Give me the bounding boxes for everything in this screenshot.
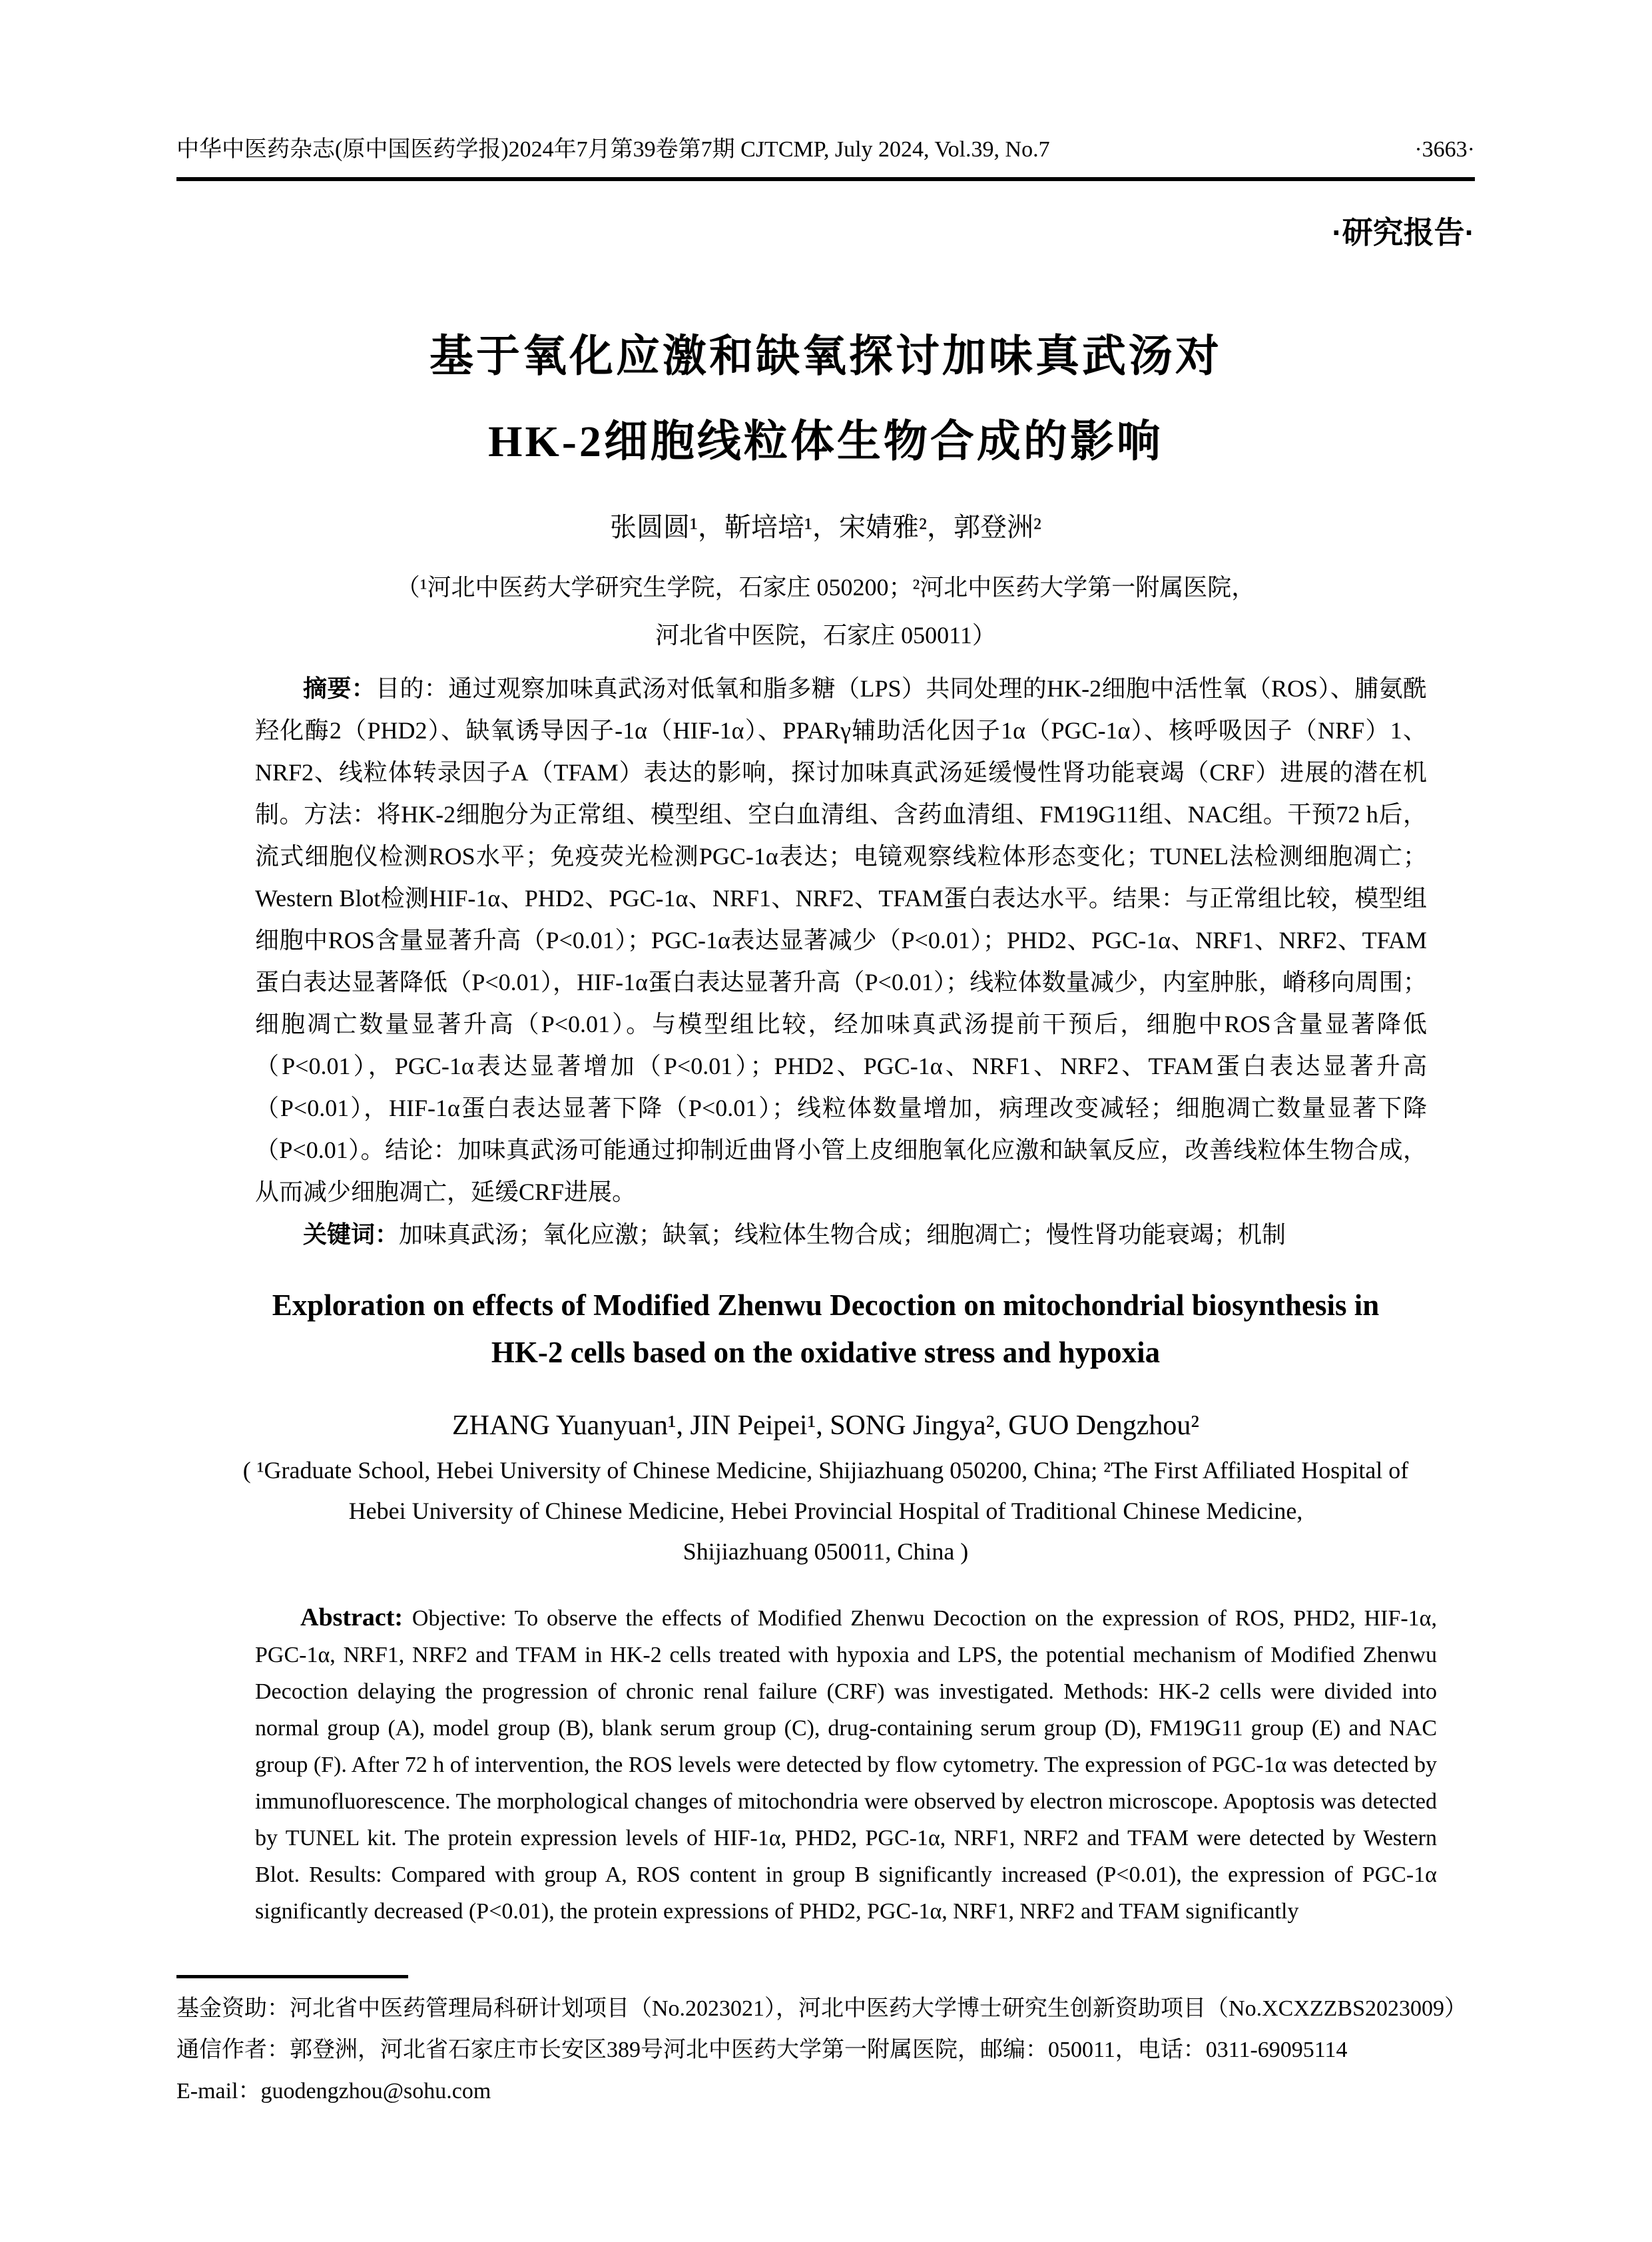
affiliation-cn (176, 563, 1475, 659)
article-title-cn-line2: HK-2细胞线粒体生物合成的影响 (488, 418, 1163, 466)
article-title-cn-line1: 基于氧化应激和缺氧探讨加味真武汤对 (429, 332, 1222, 381)
abstract-en (255, 1599, 1437, 1930)
journal-info: 中华中医药杂志(原中国医药学报)2024年7月第39卷第7期 CJTCMP, July 2024, Vol.39, No.7 (176, 137, 1050, 162)
affiliation-en-line1: ( ¹Graduate School, Hebei University of Chinese Medicine, Shijiazhuang 050200, China; ²The First Affiliated Hospital of (242, 1457, 1409, 1484)
abstract-cn-label: 摘要： (303, 675, 376, 702)
page-header (176, 136, 1475, 164)
abstract-en-block (255, 1599, 1437, 1930)
abstract-cn-block (255, 667, 1427, 1256)
page-number: ·3663· (1414, 137, 1475, 162)
keywords-cn-text: 加味真武汤；氧化应激；缺氧；线粒体生物合成；细胞凋亡；慢性肾功能衰竭；机制 (399, 1221, 1286, 1248)
abstract-cn (255, 667, 1427, 1213)
abstract-cn-text: 目的：通过观察加味真武汤对低氧和脂多糖（LPS）共同处理的HK-2细胞中活性氧（ROS）、脯氨酰羟化酶2（PHD2）、缺氧诱导因子-1α（HIF-1α）、PPARγ辅助活化因子1α（PGC-1α）、核呼吸因子（NRF）1、NRF2、线粒体转录因子A（TFAM）表达的影响，探讨加味真武汤延缓慢性肾功能衰竭（CRF）进展的潜在机制。方法：将HK-2细胞分为正常组、模型组、空白血清组、含药血清组、FM19G11组、NAC组。干预72 h后，流式细胞仪检测ROS水平；免疫荧光检测PGC-1α表达；电镜观察线粒体形态变化；TUNEL法检测细胞凋亡；Western Blot检测HIF-1α、PHD2、PGC-1α、NRF1、NRF2、TFAM蛋白表达水平。结果：与正常组比较，模型组细胞中ROS含量显著升高（P<0.01）；PGC-1α表达显著减少（P<0.01）；PHD2、PGC-1α、NRF1、NRF2、TFAM蛋白表达显著降低（P<0.01），HIF-1α蛋白表达显著升高（P<0.01）；线粒体数量减少，内室肿胀，嵴移向周围；细胞凋亡数量显著升高（P<0.01）。与模型组比较，经加味真武汤提前干预后，细胞中ROS含量显著降低（P<0.01），PGC-1α表达显著增加（P<0.01）；PHD2、PGC-1α、NRF1、NRF2、TFAM蛋白表达显著升高（P<0.01），HIF-1α蛋白表达显著下降（P<0.01）；线粒体数量增加，病理改变减轻；细胞凋亡数量显著下降（P<0.01）。结论：加味真武汤可能通过抑制近曲肾小管上皮细胞氧化应激和缺氧反应，改善线粒体生物合成，从而减少细胞凋亡，延缓CRF进展。 (255, 675, 1427, 1205)
footnote (176, 1988, 1475, 2112)
affiliation-en (176, 1450, 1475, 1572)
keywords-cn-label: 关键词： (303, 1221, 400, 1248)
section-label: ·研究报告· (1332, 215, 1475, 250)
article-title-en-line2: HK-2 cells based on the oxidative stress and hypoxia (491, 1336, 1161, 1369)
header-rule (176, 177, 1475, 181)
footnote-fund: 基金资助：河北省中医药管理局科研计划项目（No.2023021），河北中医药大学博士研究生创新资助项目（No.XCXZZBS2023009） (176, 1996, 1468, 2021)
footnote-divider (176, 1975, 408, 1978)
abstract-en-label: Abstract: (300, 1603, 412, 1631)
affiliation-cn-line2: 河北省中医院，石家庄 050011） (655, 622, 996, 649)
affiliation-en-line2: Hebei University of Chinese Medicine, Hebei Provincial Hospital of Traditional Chinese Medicine, (348, 1498, 1303, 1524)
authors-cn: 张圆圆¹，靳培培¹，宋婧雅²，郭登洲² (610, 512, 1041, 542)
abstract-en-text: Objective: To observe the effects of Modified Zhenwu Decoction on the expression of ROS, PHD2, HIF-1α, PGC-1α, NRF1, NRF2 and TFAM in HK-2 cells treated with hypoxia and LPS, the potential mechanism of Modified Zhenwu Decoction delaying the progression of chronic renal failure (CRF) was investigated. Methods: HK-2 cells were divided into normal group (A), model group (B), blank serum group (C), drug-containing serum group (D), FM19G11 group (E) and NAC group (F). After 72 h of intervention, the ROS levels were detected by flow cytometry. The expression of PGC-1α was detected by immunofluorescence. The morphological changes of mitochondria were observed by electron microscope. Apoptosis was detected by TUNEL kit. The protein expression levels of HIF-1α, PHD2, PGC-1α, NRF1, NRF2 and TFAM were detected by Western Blot. Results: Compared with group A, ROS content in group B significantly increased (P<0.01), the expression of PGC-1α significantly decreased (P<0.01), the protein expressions of PHD2, PGC-1α, NRF1, NRF2 and TFAM significantly (255, 1606, 1437, 1924)
affiliation-cn-line1: （¹河北中医药大学研究生学院，石家庄 050200；²河北中医药大学第一附属医院， (396, 574, 1256, 601)
affiliation-en-line3: Shijiazhuang 050011, China ) (683, 1538, 969, 1565)
keywords-cn (255, 1213, 1427, 1256)
footnote-email: E-mail：guodengzhou@sohu.com (176, 2079, 491, 2103)
article-title-en (176, 1282, 1475, 1376)
footnote-corresponding: 通信作者：郭登洲，河北省石家庄市长安区389号河北中医药大学第一附属医院，邮编：050011，电话：0311-69095114 (176, 2038, 1348, 2062)
article-title-cn (176, 314, 1475, 485)
authors-en: ZHANG Yuanyuan¹, JIN Peipei¹, SONG Jingya², GUO Dengzhou² (451, 1410, 1199, 1441)
article-title-en-line1: Exploration on effects of Modified Zhenwu Decoction on mitochondrial biosynthesis in (272, 1288, 1380, 1322)
